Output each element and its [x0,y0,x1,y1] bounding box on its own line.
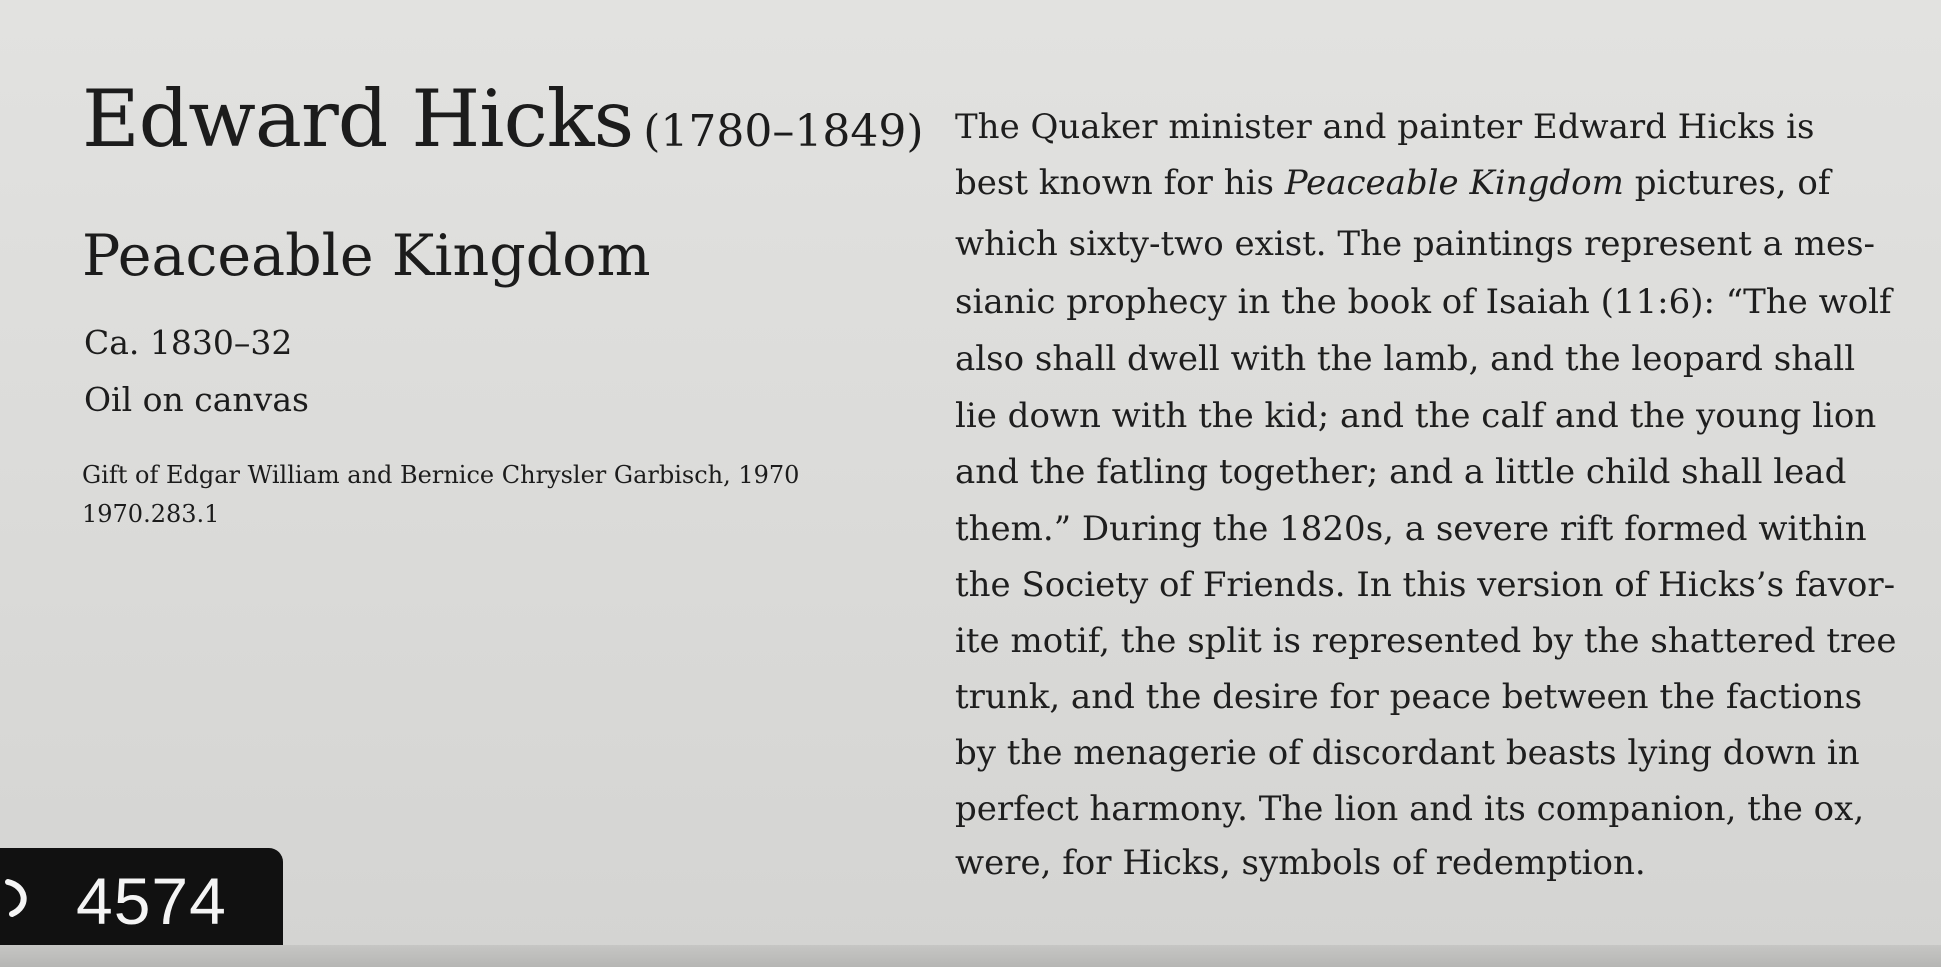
description-line: and the fatling together; and a little child shall lead [955,452,1847,492]
description-line: which sixty-two exist. The paintings represent a mes- [955,224,1876,264]
audio-guide-icon [4,878,34,918]
description-line: were, for Hicks, symbols of redemption. [955,843,1646,883]
description-line: the Society of Friends. In this version of Hicks’s favor- [955,565,1896,605]
accession-number: 1970.283.1 [82,500,220,528]
description-line: best known for his Peaceable Kingdom pictures, of [955,163,1831,203]
credit-line: Gift of Edgar William and Bernice Chrysler Garbisch, 1970 [82,461,800,489]
audio-guide-number: 4574 [76,864,227,938]
description-line: trunk, and the desire for peace between the factions [955,677,1863,717]
description-line: them.” During the 1820s, a severe rift formed within [955,509,1867,549]
artwork-title: Peaceable Kingdom [82,223,651,289]
artist-dates: (1780–1849) [643,106,924,157]
description-line: ite motif, the split is represented by the shattered tree [955,621,1897,661]
description-line: also shall dwell with the lamb, and the leopard shall [955,339,1856,379]
artwork-date: Ca. 1830–32 [84,323,293,362]
artist-heading [82,73,924,165]
description-line: by the menagerie of discordant beasts lying down in [955,733,1860,773]
artwork-medium: Oil on canvas [84,380,309,419]
description-line: The Quaker minister and painter Edward Hicks is [955,107,1815,147]
audio-guide-tag [0,848,283,946]
description-line: sianic prophecy in the book of Isaiah (11:6): “The wolf [955,282,1892,322]
artist-name: Edward Hicks [82,73,634,165]
description-line: perfect harmony. The lion and its companion, the ox, [955,789,1865,829]
label-bottom-edge [0,945,1941,967]
description-line: lie down with the kid; and the calf and the young lion [955,396,1877,436]
